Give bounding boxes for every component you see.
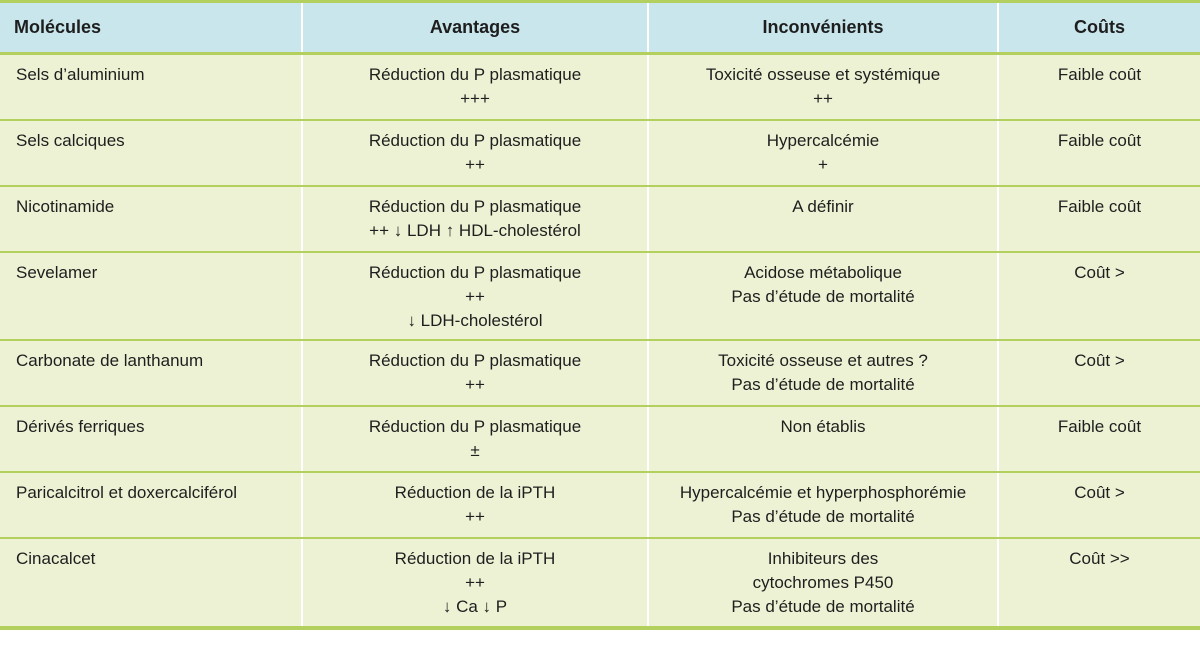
cell-avantages xyxy=(302,538,648,628)
inconvenients-line: Pas d’étude de mortalité xyxy=(731,286,915,306)
table-row xyxy=(0,186,1200,252)
cell-molecule: Sevelamer xyxy=(0,252,302,340)
cell-molecule: Dérivés ferriques xyxy=(0,406,302,472)
inconvenients-line: Pas d’étude de mortalité xyxy=(731,374,915,394)
cell-avantages xyxy=(302,472,648,538)
table-row xyxy=(0,406,1200,472)
inconvenients-line: Hypercalcémie et hyperphosphorémie xyxy=(679,482,967,502)
avantages-line: ++ xyxy=(465,154,485,174)
inconvenients-line: Toxicité osseuse et systémique xyxy=(705,65,941,84)
table-body xyxy=(0,54,1200,628)
cell-inconvenients xyxy=(648,186,998,252)
cell-couts: Faible coût xyxy=(998,406,1200,472)
inconvenients-line: Toxicité osseuse et autres ? xyxy=(718,350,928,370)
cell-inconvenients xyxy=(648,538,998,628)
avantages-line: ++ xyxy=(465,374,485,394)
cell-molecule: Nicotinamide xyxy=(0,186,302,252)
cell-couts: Coût > xyxy=(998,472,1200,538)
cell-inconvenients xyxy=(648,120,998,186)
table-header xyxy=(0,2,1200,54)
inconvenients-line: Pas d’étude de mortalité xyxy=(731,506,915,526)
cell-avantages xyxy=(302,406,648,472)
cell-avantages xyxy=(302,186,648,252)
inconvenients-line: Non établis xyxy=(780,416,866,436)
avantages-line: Réduction du P plasmatique xyxy=(368,196,582,216)
avantages-line: ++ xyxy=(465,506,485,526)
header-couts: Coûts xyxy=(998,2,1200,54)
table-row xyxy=(0,54,1200,120)
avantages-line: Réduction du P plasmatique xyxy=(368,350,582,370)
cell-inconvenients xyxy=(648,406,998,472)
cell-couts: Coût > xyxy=(998,340,1200,406)
table-row xyxy=(0,538,1200,628)
header-molecules: Molécules xyxy=(0,2,302,54)
inconvenients-line: A définir xyxy=(792,196,854,216)
cell-avantages xyxy=(302,340,648,406)
inconvenients-line: ++ xyxy=(813,89,833,108)
avantages-line: ++ ↓ LDH ↑ HDL-cholestérol xyxy=(369,220,581,240)
table-row xyxy=(0,120,1200,186)
avantages-line: Réduction de la iPTH xyxy=(394,482,556,502)
cell-inconvenients xyxy=(648,472,998,538)
avantages-line: Réduction du P plasmatique xyxy=(368,130,582,150)
cell-inconvenients xyxy=(648,340,998,406)
table-row xyxy=(0,252,1200,340)
inconvenients-line: Hypercalcémie xyxy=(766,130,880,150)
avantages-line: ± xyxy=(470,440,480,460)
cell-couts: Faible coût xyxy=(998,54,1200,120)
inconvenients-line: Pas d’étude de mortalité xyxy=(731,596,915,616)
avantages-line: Réduction du P plasmatique xyxy=(368,65,582,84)
cell-couts: Coût > xyxy=(998,252,1200,340)
header-row xyxy=(0,2,1200,54)
avantages-line: ++ xyxy=(465,572,485,592)
cell-molecule: Cinacalcet xyxy=(0,538,302,628)
cell-couts: Faible coût xyxy=(998,186,1200,252)
inconvenients-line: Acidose métabolique xyxy=(744,262,902,282)
cell-avantages xyxy=(302,54,648,120)
avantages-line: Réduction du P plasmatique xyxy=(368,416,582,436)
header-inconvenients: Inconvénients xyxy=(648,2,998,54)
cell-avantages xyxy=(302,120,648,186)
inconvenients-line: Inhibiteurs des xyxy=(767,548,879,568)
cell-couts: Faible coût xyxy=(998,120,1200,186)
cell-molecule: Paricalcitrol et doxercalciférol xyxy=(0,472,302,538)
inconvenients-line: + xyxy=(818,154,828,174)
cell-molecule: Carbonate de lanthanum xyxy=(0,340,302,406)
header-avantages: Avantages xyxy=(302,2,648,54)
avantages-line: ↓ Ca ↓ P xyxy=(442,596,508,616)
avantages-line: Réduction du P plasmatique xyxy=(368,262,582,282)
cell-avantages xyxy=(302,252,648,340)
table-row xyxy=(0,340,1200,406)
avantages-line: ++ xyxy=(465,286,485,306)
cell-inconvenients xyxy=(648,252,998,340)
avantages-line: +++ xyxy=(460,89,490,108)
cell-couts: Coût >> xyxy=(998,538,1200,628)
inconvenients-line: cytochromes P450 xyxy=(752,572,894,592)
cell-molecule: Sels calciques xyxy=(0,120,302,186)
cell-inconvenients xyxy=(648,54,998,120)
avantages-line: ↓ LDH-cholestérol xyxy=(407,310,543,330)
cell-molecule: Sels d’aluminium xyxy=(0,54,302,120)
avantages-line: Réduction de la iPTH xyxy=(394,548,556,568)
table-row xyxy=(0,472,1200,538)
